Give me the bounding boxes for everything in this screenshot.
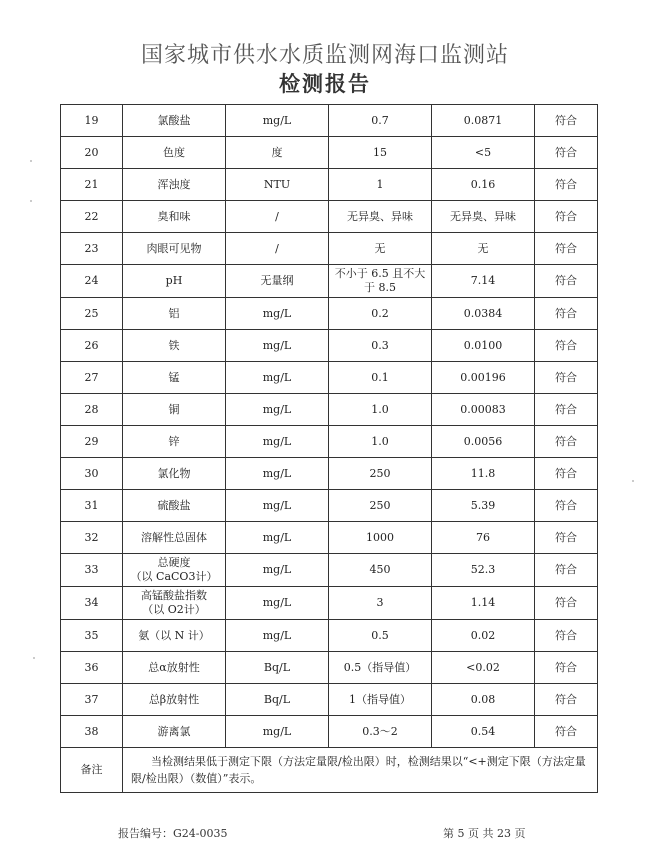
report-title: 检测报告: [279, 71, 371, 96]
table-row: [61, 362, 598, 394]
table-row: [61, 587, 598, 620]
row-number: 27: [61, 362, 123, 394]
unit: Bq/L: [226, 652, 329, 684]
result-value: 0.0384: [432, 298, 535, 330]
limit-value: 1（指导值）: [329, 684, 432, 716]
limit-value: 0.3: [329, 330, 432, 362]
table-row: [61, 201, 598, 233]
limit-value: 450: [329, 554, 432, 587]
item-name-line2: （以 CaCO3计）: [130, 570, 218, 583]
result-value: 52.3: [432, 554, 535, 587]
limit-value: 0.1: [329, 362, 432, 394]
row-number: 33: [61, 554, 123, 587]
item-name: [123, 554, 226, 587]
row-number: 37: [61, 684, 123, 716]
item-name: [123, 587, 226, 620]
unit: mg/L: [226, 105, 329, 137]
limit-value: 无: [329, 233, 432, 265]
verdict: 符合: [535, 620, 598, 652]
item-name: 游离氯: [123, 716, 226, 748]
verdict: 符合: [535, 587, 598, 620]
results-table: [60, 104, 598, 793]
result-value: 0.54: [432, 716, 535, 748]
row-number: 25: [61, 298, 123, 330]
table-row: [61, 716, 598, 748]
result-value: 0.0871: [432, 105, 535, 137]
item-name: 肉眼可见物: [123, 233, 226, 265]
table-row: [61, 169, 598, 201]
organization-title: 国家城市供水水质监测网海口监测站: [140, 43, 509, 68]
row-number: 19: [61, 105, 123, 137]
verdict: 符合: [535, 426, 598, 458]
unit: mg/L: [226, 490, 329, 522]
row-number: 34: [61, 587, 123, 620]
item-name: 氯化物: [123, 458, 226, 490]
result-value: 0.0100: [432, 330, 535, 362]
item-name: 氨（以 N 计）: [123, 620, 226, 652]
note-text: [123, 748, 598, 793]
limit-value: 1: [329, 169, 432, 201]
unit: mg/L: [226, 394, 329, 426]
report-number: 报告编号：G24-0035: [118, 827, 228, 840]
limit-value: 0.3～2: [329, 716, 432, 748]
result-value: 无异臭、异味: [432, 201, 535, 233]
unit: NTU: [226, 169, 329, 201]
row-number: 35: [61, 620, 123, 652]
unit: /: [226, 201, 329, 233]
unit: mg/L: [226, 426, 329, 458]
row-number: 20: [61, 137, 123, 169]
table-row: [61, 522, 598, 554]
result-value: 7.14: [432, 265, 535, 298]
limit-value: 1.0: [329, 426, 432, 458]
item-name: 浑浊度: [123, 169, 226, 201]
row-number: 32: [61, 522, 123, 554]
result-value: 0.16: [432, 169, 535, 201]
item-name: 锰: [123, 362, 226, 394]
table-row: [61, 137, 598, 169]
unit: mg/L: [226, 298, 329, 330]
item-name: 总α放射性: [123, 652, 226, 684]
unit: mg/L: [226, 554, 329, 587]
verdict: 符合: [535, 652, 598, 684]
item-name: pH: [123, 265, 226, 298]
unit: mg/L: [226, 716, 329, 748]
verdict: 符合: [535, 362, 598, 394]
verdict: 符合: [535, 233, 598, 265]
verdict: 符合: [535, 298, 598, 330]
unit: mg/L: [226, 362, 329, 394]
note-label: 备注: [61, 748, 123, 793]
limit-value: 0.2: [329, 298, 432, 330]
result-value: 76: [432, 522, 535, 554]
table-row: [61, 554, 598, 587]
item-name-line1: 总硬度: [157, 556, 191, 569]
result-value: 5.39: [432, 490, 535, 522]
verdict: 符合: [535, 716, 598, 748]
result-value: 0.00196: [432, 362, 535, 394]
unit: mg/L: [226, 587, 329, 620]
table-row: [61, 458, 598, 490]
item-name: 臭和味: [123, 201, 226, 233]
table-row: [61, 652, 598, 684]
result-value: 0.00083: [432, 394, 535, 426]
table-row: [61, 298, 598, 330]
limit-value: 250: [329, 458, 432, 490]
item-name: 铜: [123, 394, 226, 426]
limit-value: 无异臭、异味: [329, 201, 432, 233]
table-row: [61, 330, 598, 362]
result-value: 1.14: [432, 587, 535, 620]
verdict: 符合: [535, 394, 598, 426]
table-row: [61, 426, 598, 458]
unit: mg/L: [226, 620, 329, 652]
limit-value: 15: [329, 137, 432, 169]
row-number: 22: [61, 201, 123, 233]
unit: mg/L: [226, 458, 329, 490]
limit-value: 3: [329, 587, 432, 620]
limit-value: 0.5（指导值）: [329, 652, 432, 684]
page-number: 第 5 页 共 23 页: [443, 827, 526, 840]
verdict: 符合: [535, 330, 598, 362]
row-number: 38: [61, 716, 123, 748]
unit: mg/L: [226, 330, 329, 362]
item-name: 色度: [123, 137, 226, 169]
table-row: [61, 233, 598, 265]
table-row: [61, 684, 598, 716]
verdict: 符合: [535, 201, 598, 233]
result-value: 无: [432, 233, 535, 265]
limit-value: 0.7: [329, 105, 432, 137]
row-number: 26: [61, 330, 123, 362]
result-value: <5: [432, 137, 535, 169]
scan-speck: [33, 657, 35, 659]
scan-speck: [30, 160, 32, 162]
scan-speck: [632, 480, 634, 482]
row-number: 28: [61, 394, 123, 426]
verdict: 符合: [535, 554, 598, 587]
verdict: 符合: [535, 137, 598, 169]
item-name-line1: 高锰酸盐指数: [141, 589, 207, 602]
unit: Bq/L: [226, 684, 329, 716]
row-number: 21: [61, 169, 123, 201]
item-name: 总β放射性: [123, 684, 226, 716]
item-name: 氯酸盐: [123, 105, 226, 137]
result-value: 0.02: [432, 620, 535, 652]
limit-value: 0.5: [329, 620, 432, 652]
verdict: 符合: [535, 169, 598, 201]
limit-value: 250: [329, 490, 432, 522]
unit: mg/L: [226, 522, 329, 554]
table-row: [61, 620, 598, 652]
row-number: 23: [61, 233, 123, 265]
verdict: 符合: [535, 265, 598, 298]
item-name: 锌: [123, 426, 226, 458]
item-name: 溶解性总固体: [123, 522, 226, 554]
result-value: <0.02: [432, 652, 535, 684]
row-number: 31: [61, 490, 123, 522]
table-row: [61, 265, 598, 298]
row-number: 29: [61, 426, 123, 458]
result-value: 0.08: [432, 684, 535, 716]
verdict: 符合: [535, 490, 598, 522]
row-number: 24: [61, 265, 123, 298]
table-row: [61, 394, 598, 426]
item-name: 硫酸盐: [123, 490, 226, 522]
limit-value: 1.0: [329, 394, 432, 426]
verdict: 符合: [535, 684, 598, 716]
unit: 度: [226, 137, 329, 169]
verdict: 符合: [535, 522, 598, 554]
item-name: 铝: [123, 298, 226, 330]
scan-speck: [30, 200, 32, 202]
limit-value: 不小于 6.5 且不大于 8.5: [329, 265, 432, 298]
note-row: [61, 748, 598, 793]
table-row: [61, 490, 598, 522]
unit: /: [226, 233, 329, 265]
item-name-line2: （以 O2计）: [142, 603, 206, 616]
note-body: 当检测结果低于测定下限（方法定量限/检出限）时，检测结果以“<+测定下限（方法定量限/检出限）（数值）”表示。: [131, 755, 586, 785]
verdict: 符合: [535, 458, 598, 490]
unit: 无量纲: [226, 265, 329, 298]
verdict: 符合: [535, 105, 598, 137]
row-number: 30: [61, 458, 123, 490]
item-name: 铁: [123, 330, 226, 362]
table-row: [61, 105, 598, 137]
limit-value: 1000: [329, 522, 432, 554]
result-value: 11.8: [432, 458, 535, 490]
result-value: 0.0056: [432, 426, 535, 458]
row-number: 36: [61, 652, 123, 684]
